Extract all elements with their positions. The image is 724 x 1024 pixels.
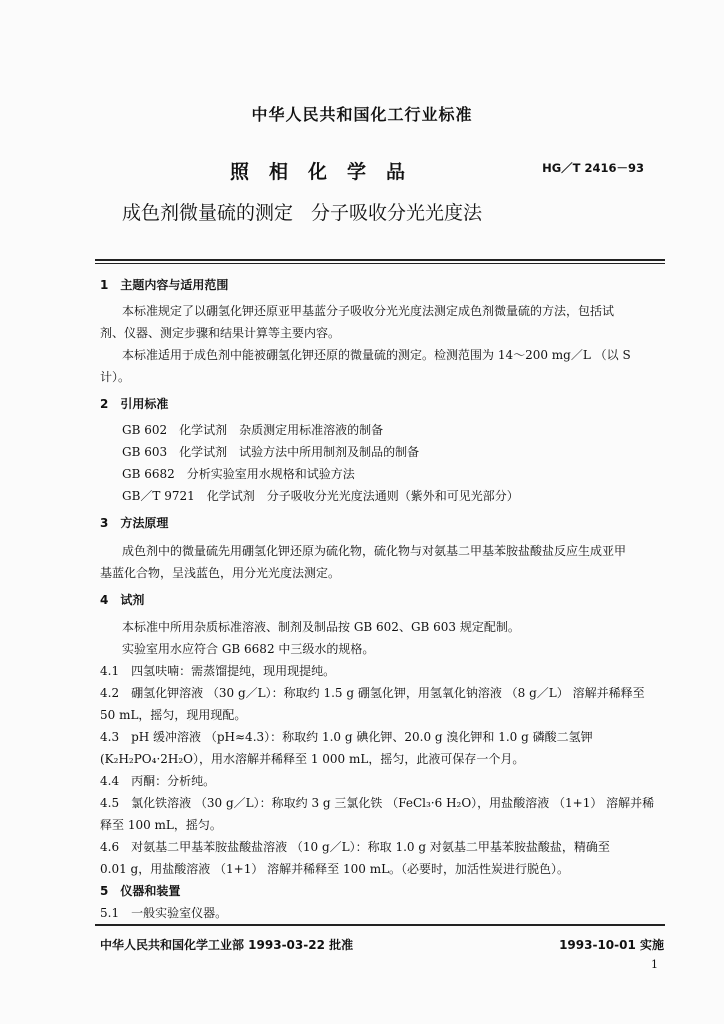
paragraph-line: 剂、仪器、测定步骤和结果计算等主要内容。 — [100, 326, 341, 340]
reference-item: GB 6682 分析实验室用水规格和试验方法 — [122, 467, 355, 481]
section-heading: 5 仪器和装置 — [100, 884, 181, 898]
section-heading: 1 主题内容与适用范围 — [100, 278, 229, 292]
clause-item: 5.1 一般实验室仪器。 — [100, 906, 228, 920]
paragraph-line: 基蓝化合物，呈浅蓝色，用分光光度法测定。 — [100, 566, 341, 580]
footer-divider — [95, 924, 665, 926]
paragraph-line: 成色剂中的微量硫先用硼氢化钾还原为硫化物，硫化物与对氨基二甲基苯胺盐酸盐反应生成亚甲 — [122, 544, 627, 558]
clause-item: 4.1 四氢呋喃：需蒸馏提纯，现用现提纯。 — [100, 664, 336, 678]
implementation-date: 1993-10-01 实施 — [559, 938, 664, 952]
reference-item: GB 602 化学试剂 杂质测定用标准溶液的制备 — [122, 423, 384, 437]
section-heading: 4 试剂 — [100, 593, 145, 607]
document-title — [122, 198, 482, 225]
approval-note: 中华人民共和国化学工业部 1993-03-22 批准 — [100, 938, 354, 952]
paragraph-line: 本标准适用于成色剂中能被硼氢化钾还原的微量硫的测定。检测范围为 14～200 mg／L （以 S — [122, 348, 631, 362]
reference-item: GB 603 化学试剂 试验方法中所用制剂及制品的制备 — [122, 445, 420, 459]
clause-item: 4.2 硼氢化钾溶液 （30 g／L）：称取约 1.5 g 硼氢化钾，用氢氧化钠溶液 （8 g／L） 溶解并稀释至 — [100, 686, 645, 700]
issuing-authority-header: 中华人民共和国化工行业标准 — [251, 105, 473, 124]
clause-item: 4.5 氯化铁溶液 （30 g／L）：称取约 3 g 三氯化铁 （FeCl₃·6 H₂O），用盐酸溶液 （1+1） 溶解并稀 — [100, 796, 655, 810]
title-part2: 分子吸收分光光度法 — [311, 202, 483, 224]
title-divider-thick — [95, 259, 665, 261]
clause-continuation: (K₂H₂PO₄·2H₂O），用水溶解并稀释至 1 000 mL，摇匀，此液可保存一个月。 — [100, 752, 525, 766]
clause-item: 4.4 丙酮：分析纯。 — [100, 774, 216, 788]
reference-item: GB／T 9721 化学试剂 分子吸收分光光度法通则（紫外和可见光部分） — [122, 489, 519, 503]
paragraph-line: 计）。 — [100, 370, 131, 384]
standard-code: HG／T 2416－93 — [542, 161, 644, 175]
clause-item: 4.6 对氨基二甲基苯胺盐酸盐溶液 （10 g／L）：称取 1.0 g 对氨基二甲基苯胺盐酸盐，精确至 — [100, 840, 610, 854]
paragraph-line: 本标准规定了以硼氢化钾还原亚甲基蓝分子吸收分光光度法测定成色剂微量硫的方法，包括试 — [122, 304, 615, 318]
clause-continuation: 0.01 g，用盐酸溶液 （1+1） 溶解并稀释至 100 mL。（必要时，加活性炭进行脱色）。 — [100, 862, 570, 876]
title-divider-thin — [95, 263, 665, 264]
clause-item: 4.3 pH 缓冲溶液 （pH≈4.3）：称取约 1.0 g 碘化钾、20.0 g 溴化钾和 1.0 g 磷酸二氢钾 — [100, 730, 593, 744]
section-heading: 2 引用标准 — [100, 397, 169, 411]
document-category-title: 照相化学品 — [230, 161, 426, 183]
page-number: 1 — [651, 958, 658, 971]
title-part1: 成色剂微量硫的测定 — [122, 202, 294, 224]
paragraph-line: 本标准中所用杂质标准溶液、制剂及制品按 GB 602、GB 603 规定配制。 — [122, 620, 520, 634]
clause-continuation: 释至 100 mL，摇匀。 — [100, 818, 222, 832]
section-heading: 3 方法原理 — [100, 516, 169, 530]
clause-continuation: 50 mL，摇匀，现用现配。 — [100, 708, 247, 722]
paragraph-line: 实验室用水应符合 GB 6682 中三级水的规格。 — [122, 642, 375, 656]
